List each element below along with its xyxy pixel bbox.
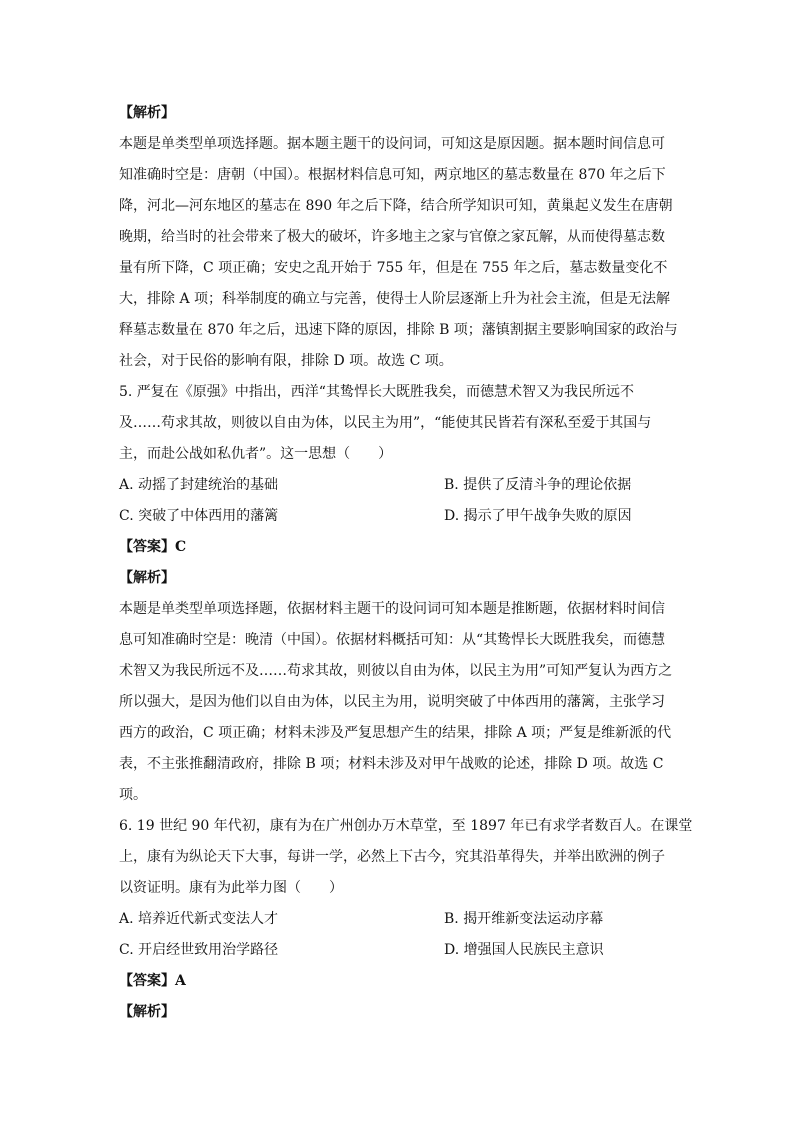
analysis-line: 量有所下降，C 项正确；安史之乱开始于 755 年，但是在 755 年之后，墓志数量变化不 — [119, 260, 668, 276]
question-6-analysis-heading: 【解析】 — [119, 1004, 175, 1020]
question-5-analysis-line: 息可知准确时空是：晚清（中国）。依据材料概括可知：从“其鸷悍长大既胜我矣，而德慧 — [119, 632, 666, 648]
analysis-line: 晚期，给当时的社会带来了极大的破坏，许多地主之家与官僚之家瓦解，从而使得墓志数 — [119, 229, 665, 245]
question-5-stem: 主，而赴公战如私仇者”。这一思想（ ） — [119, 446, 393, 462]
analysis-line: 降，河北—河东地区的墓志在 890 年之后下降，结合所学知识可知，黄巢起义发生在唐朝 — [119, 198, 673, 214]
question-5-option-c: C. 突破了中体西用的藩篱 — [119, 508, 279, 524]
question-6-stem: 以资证明。康有为此举力图（ ） — [119, 880, 343, 896]
question-5-answer: 【答案】C — [119, 539, 187, 555]
question-6-option-a: A. 培养近代新式变法人才 — [119, 911, 279, 927]
analysis-line: 大，排除 A 项；科举制度的确立与完善，使得士人阶层逐渐上升为社会主流，但是无法解 — [119, 291, 671, 307]
analysis-line: 释墓志数量在 870 年之后，迅速下降的原因，排除 B 项；藩镇割据主要影响国家的政治与 — [119, 322, 678, 338]
question-5-stem: 及……苟求其故，则彼以自由为体，以民主为用”，“能使其民皆若有深私至爱于其国与 — [119, 415, 652, 431]
question-5-analysis-line: 所以强大，是因为他们以自由为体，以民主为用，说明突破了中体西用的藩篱，主张学习 — [119, 694, 665, 710]
question-6-answer: 【答案】A — [119, 973, 186, 989]
question-6-stem: 上，康有为纵论天下大事，每讲一学，必然上下古今，究其沿革得失，并举出欧洲的例子 — [119, 849, 665, 865]
question-5-analysis-line: 本题是单类型单项选择题，依据材料主题干的设问词可知本题是推断题，依据材料时间信 — [119, 601, 665, 617]
analysis-line: 本题是单类型单项选择题。据本题主题干的设问词，可知这是原因题。据本题时间信息可 — [119, 136, 665, 152]
question-6-option-b: B. 揭开维新变法运动序幕 — [444, 911, 604, 927]
question-5-stem: 5. 严复在《原强》中指出，西洋“其鸷悍长大既胜我矣，而德慧术智又为我民所远不 — [119, 384, 634, 400]
analysis-line: 知准确时空是：唐朝（中国）。根据材料信息可知，两京地区的墓志数量在 870 年之后下 — [119, 167, 666, 183]
question-5-analysis-line: 西方的政治，C 项正确；材料未涉及严复思想产生的结果，排除 A 项；严复是维新派的代 — [119, 725, 672, 741]
question-5-analysis-heading: 【解析】 — [119, 570, 175, 586]
question-6-option-c: C. 开启经世致用治学路径 — [119, 942, 279, 958]
question-6-stem: 6. 19 世纪 90 年代初，康有为在广州创办万木草堂，至 1897 年已有求学者数百人。在课堂 — [119, 818, 693, 834]
question-5-option-a: A. 动摇了封建统治的基础 — [119, 477, 279, 493]
question-5-analysis-line: 术智又为我民所远不及……苟求其故，则彼以自由为体，以民主为用”可知严复认为西方之 — [119, 663, 673, 679]
question-5-analysis-line: 表，不主张推翻清政府，排除 B 项；材料未涉及对甲午战败的论述，排除 D 项。故选 C — [119, 756, 664, 772]
question-5-option-b: B. 提供了反清斗争的理论依据 — [444, 477, 632, 493]
analysis-line: 社会，对于民俗的影响有限，排除 D 项。故选 C 项。 — [119, 353, 453, 369]
question-6-option-d: D. 增强国人民族民主意识 — [444, 942, 604, 958]
question-5-option-d: D. 揭示了甲午战争失败的原因 — [444, 508, 632, 524]
analysis-heading: 【解析】 — [119, 105, 175, 121]
question-5-analysis-line: 项。 — [119, 787, 147, 803]
